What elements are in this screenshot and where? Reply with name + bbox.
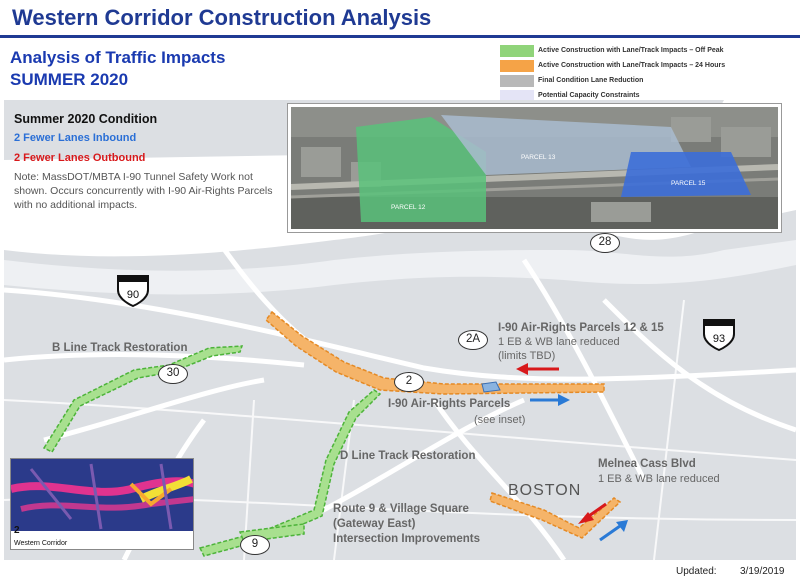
parcels-12-15-label: I-90 Air-Rights Parcels 12 & 15 [498, 322, 664, 334]
legend-swatch-24h [500, 60, 534, 72]
parcel-15-area [621, 152, 751, 197]
legend-item-24h [500, 58, 760, 73]
legend-item-final [500, 73, 760, 88]
parcel-13-label: PARCEL 13 [521, 154, 556, 161]
route-9-badge: 9 [240, 535, 270, 555]
parcel-12-label: PARCEL 12 [391, 204, 426, 211]
parcel-15-label: PARCEL 15 [671, 180, 706, 187]
mini-map-graphic [11, 459, 194, 550]
legend-swatch-offpeak [500, 45, 534, 57]
outbound-arrow-i90 [516, 363, 559, 375]
air-rights-sub: (see inset) [474, 414, 526, 426]
parcel-marker [482, 382, 500, 392]
b-line-label: B Line Track Restoration [52, 342, 188, 354]
route-2a-badge: 2A [458, 330, 488, 350]
updated-label: Updated: [676, 566, 717, 577]
interstate-93-shield [702, 316, 736, 352]
melnea-cass-label: Melnea Cass Blvd [598, 458, 696, 470]
route9-label-line3: Intersection Improvements [333, 533, 480, 545]
footer [0, 560, 800, 582]
parcels-12-15-sub1: 1 EB & WB lane reduced [498, 336, 620, 348]
b-line-track-restoration [44, 346, 242, 452]
subtitle-line1: Analysis of Traffic Impacts [10, 48, 226, 67]
condition-panel [14, 112, 286, 212]
aerial-inset[interactable] [288, 104, 781, 232]
condition-note: Note: MassDOT/MBTA I-90 Tunnel Safety Work not shown. Occurs concurrently with I-90 Air-Rights Parcels with no additional impacts. [14, 171, 273, 211]
inbound-lanes-label: 2 Fewer Lanes Inbound [14, 132, 137, 144]
updated-date: 3/19/2019 [740, 566, 785, 577]
title-bar [0, 0, 800, 38]
svg-text:90: 90 [126, 289, 140, 301]
route-28-badge: 28 [590, 233, 620, 253]
legend-label-offpeak: Active Construction with Lane/Track Impacts – Off Peak [538, 47, 724, 54]
legend [500, 43, 760, 103]
aerial-photo [291, 107, 778, 229]
legend-swatch-final [500, 75, 534, 87]
legend-label-final: Final Condition Lane Reduction [538, 77, 644, 84]
regional-mini-map[interactable] [10, 458, 194, 550]
legend-item-offpeak [500, 43, 760, 58]
air-rights-label: I-90 Air-Rights Parcels [388, 398, 511, 410]
parcels-12-15-sub2: (limits TBD) [498, 350, 556, 362]
svg-text:93: 93 [712, 333, 726, 345]
subtitle [10, 47, 225, 91]
inbound-arrow-melnea [600, 520, 628, 540]
legend-label-capacity: Potential Capacity Constraints [538, 92, 640, 99]
route-30-badge: 30 [158, 364, 188, 384]
legend-label-24h: Active Construction with Lane/Track Impacts – 24 Hours [538, 62, 726, 69]
d-line-label: D Line Track Restoration [340, 450, 476, 462]
route-2-badge: 2 [394, 372, 424, 392]
page-title: Western Corridor Construction Analysis [12, 5, 432, 30]
route9-label-line1: Route 9 & Village Square [333, 503, 469, 515]
route9-label-line2: (Gateway East) [333, 518, 416, 530]
interstate-90-shield [116, 272, 150, 308]
condition-title: Summer 2020 Condition [14, 112, 158, 126]
outbound-lanes-label: 2 Fewer Lanes Outbound [14, 152, 146, 164]
mini-map-caption: Western Corridor [14, 540, 68, 547]
mini-map-number: 2 [14, 525, 20, 536]
inbound-arrow-i90 [530, 394, 570, 406]
melnea-cass-sub: 1 EB & WB lane reduced [598, 473, 720, 485]
boston-label: BOSTON [508, 482, 582, 499]
subtitle-line2: SUMMER 2020 [10, 70, 129, 89]
